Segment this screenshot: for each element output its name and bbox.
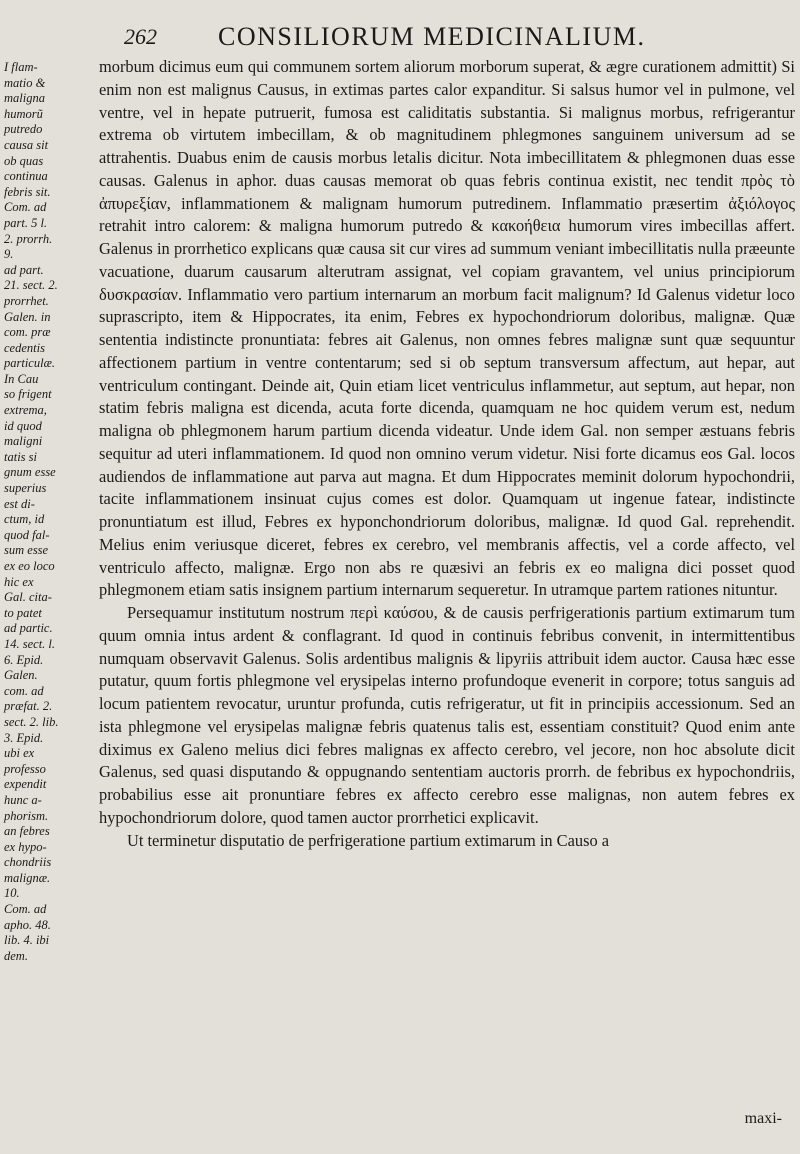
- margin-note-line: causa sit: [4, 137, 49, 152]
- margin-note-line: lib. 4. ibi: [4, 933, 50, 948]
- margin-note-line: putredo: [4, 122, 43, 137]
- marginal-notes: [4, 60, 94, 964]
- margin-note-line: febris sit.: [4, 184, 51, 199]
- margin-note-line: ex hypo-: [4, 839, 47, 854]
- margin-note-line: 3. Epid.: [4, 730, 44, 745]
- margin-note-line: matio &: [4, 75, 46, 90]
- margin-note-line: In Cau: [4, 371, 39, 386]
- running-title: CONSILIORUM MEDICINALIUM.: [218, 22, 646, 51]
- paragraph-3: Ut terminetur disputatio de perfrigeratione partium extimarum in Causo a: [127, 830, 610, 850]
- margin-note-line: gnum esse: [4, 465, 56, 480]
- paragraph-1: morbum dicimus eum qui communem sortem aliorum morborum superat, & ægre curationem admittit) Si enim non est malignus Causus, in extimas partes calor expanditur. Si salsus humor vel in pulmone, vel ventre, vel in hepate putruerit, fumosa est caliditatis substantia. Si malignus morbus, refrigerantur extrema ob virtutem imbecillam, & ob magnitudinem phlegmones sanguinem universum ad se attrahentis. Duabus enim de causis morbus letalis dicitur. Nota imbecillitatem & phlegmonen duas esse causas. Galenus in aphor. duas causas memorat ob quas febris continua existit, nec tendit πρὸς τὸ ἀπυρεξίαν, inflammationem & malignam humorum putredinem. Inflammatio præsertim ἀξιόλογος retrahit intro calorem: & maligna humorum putredo & κακοήθεια humorum vires imbecillas affert. Galenus in prorrhetico explicans quæ causa sit cur vires ad summum veniant imbecillitatis nulla præeunte vacuatione, duarum causarum alterutram assignat, vel copiam gravantem, vel unius principiorum δυσκρασίαν. Inflammatio vero partium internarum an morbum facit malignum? Id Galenus videtur loco suprascripto, item & Hippocrates, ita enim, Febres ex hypochondriorum doloribus, malignæ. Quæ sententia indistincte pronuntiata: febres ait Galenus, non omnes febres malignæ sunt quæ sequuntur affectionem partium in ventre contentarum; sed si ob septum transversum affectum, aut hepar, aut ventriculum contingant. Deinde ait, Quin etiam licet ventriculus inflammetur, aut septum, aut hepar, non statim febris maligna est dicenda, acuta forte dicenda, quamquam ne hoc quidem verum est, nedum maligna ob phlegmonem harum partium dicenda videatur. Unde idem Gal. non semper æstuans febris sequitur ad uteri inflammationem. Id quod non omnino verum videtur. Nisi forte dicamus eos Gal. locos audiendos de inflammatione aut parva aut magna. Et dum Hippocrates meminit dolorum hypochondrii, tacite inflammationem insinuat cujus comes est dolor. Quamquam ut ingenue fatear, indistincte pronuntiatum est illud, Febres ex hyponchondriorum doloribus, malignæ. Id quod Gal. reprehendit. Melius enim veriusque diceret, febres ex cerebro, vel membranis affectis, vel a corde affecto, vel ventriculo affecto, malignæ. Ergo non abs re quæsivi an febris ex eo maligna dici posset quod phlegmonem etiam satis insignem partium internarum sequeretur. In utramque partem rationes nituntur.: [99, 57, 795, 600]
- margin-note-line: humorũ: [4, 106, 43, 121]
- margin-note-line: superius: [4, 481, 47, 496]
- paragraph-2: Persequamur institutum nostrum περὶ καύσου, & de causis perfrigerationis partium extimarum tum quum omnia intus ardent & conflagrant. Id quod in continuis febribus convenit, in intermittentibus numquam observavit Galenus. Solis ardentibus malignis & lipyriis attribuit idem auctor. Causa hæc esse putatur, quum fortis phlegmone vel erysipelas interno profundoque evenerit in corpore; totus sanguis ad locum patientem revocatur, uruntur profunda, cutis refrigeratur, ut fit in principiis accessionum. Sed an ista phlegmone vel erysipelas malignæ febris quatenus talis est, essentiam constituit? Quod enim ante diximus ex Galeno melius dici febres malignas ex affecto cerebro, vel jecore, non hoc absolute dicit Galenus, sed quasi disputando & oppugnando sententiam auctoris prorrh. de febribus ex hypochondriis, probabilius esse ait pronuntiare febres ex affecto cerebro esse malignas, non autem febres ex hypochondriorum dolore, quod tamen auctor prorrhetici explicavit.: [99, 603, 795, 827]
- margin-note-line: 21. sect. 2.: [4, 278, 58, 293]
- margin-note-line: 9.: [4, 247, 14, 262]
- margin-note-line: tatis si: [4, 449, 37, 464]
- margin-note-line: Galen.: [4, 668, 38, 683]
- margin-note-line: 14. sect. l.: [4, 636, 56, 651]
- margin-note-line: Com. ad: [4, 902, 47, 917]
- margin-note-line: ctum, id: [4, 512, 45, 527]
- main-text: [99, 56, 795, 852]
- margin-note-line: an febres: [4, 824, 50, 839]
- margin-note-line: sum esse: [4, 543, 49, 558]
- page-header: [0, 20, 800, 54]
- margin-note-line: continua: [4, 169, 48, 184]
- margin-note-line: expendit: [4, 777, 47, 792]
- margin-note-line: I flam-: [4, 60, 38, 74]
- margin-note-line: particulæ.: [4, 356, 56, 371]
- margin-note-line: 10.: [4, 886, 20, 901]
- margin-note-line: hunc a-: [4, 792, 42, 807]
- margin-note-line: ad part.: [4, 262, 44, 277]
- margin-note-line: chondriis: [4, 855, 52, 870]
- margin-note-line: phorism.: [4, 808, 49, 823]
- margin-note-line: ex eo loco: [4, 559, 55, 573]
- margin-note-line: prorrhet.: [4, 293, 49, 308]
- margin-note-line: to patet: [4, 605, 42, 620]
- margin-note-line: Galen. in: [4, 309, 51, 324]
- page-number: 262: [124, 24, 157, 49]
- margin-note-line: id quod: [4, 418, 42, 433]
- margin-note-line: est di-: [4, 496, 35, 511]
- margin-note-line: ad partic.: [4, 621, 53, 636]
- margin-note-line: ob quas: [4, 153, 44, 168]
- margin-note-line: dem.: [4, 948, 28, 963]
- margin-note-line: part. 5 l.: [4, 215, 48, 230]
- margin-note-line: præfat. 2.: [4, 699, 53, 714]
- margin-note-line: quod fal-: [4, 527, 50, 542]
- margin-note-line: maligna: [4, 91, 45, 106]
- margin-note-line: hic ex: [4, 574, 34, 589]
- margin-note-line: 6. Epid.: [4, 652, 44, 667]
- catchword: maxi-: [744, 1110, 782, 1127]
- margin-note-line: so frigent: [4, 387, 52, 402]
- margin-note-line: com. ad: [4, 683, 44, 698]
- margin-note-line: professo: [4, 761, 46, 776]
- margin-note-line: sect. 2. lib.: [4, 714, 59, 729]
- margin-note-line: maligni: [4, 434, 43, 449]
- margin-note-line: Com. ad: [4, 200, 47, 215]
- margin-note-line: cedentis: [4, 340, 45, 355]
- margin-note-line: extrema,: [4, 403, 47, 418]
- margin-note-line: 2. prorrh.: [4, 231, 53, 246]
- margin-note-line: ubi ex: [4, 746, 35, 761]
- margin-note-line: Gal. cita-: [4, 590, 52, 605]
- margin-note-line: apho. 48.: [4, 917, 51, 932]
- margin-note-line: com. præ: [4, 325, 51, 340]
- margin-note-line: malignæ.: [4, 870, 51, 885]
